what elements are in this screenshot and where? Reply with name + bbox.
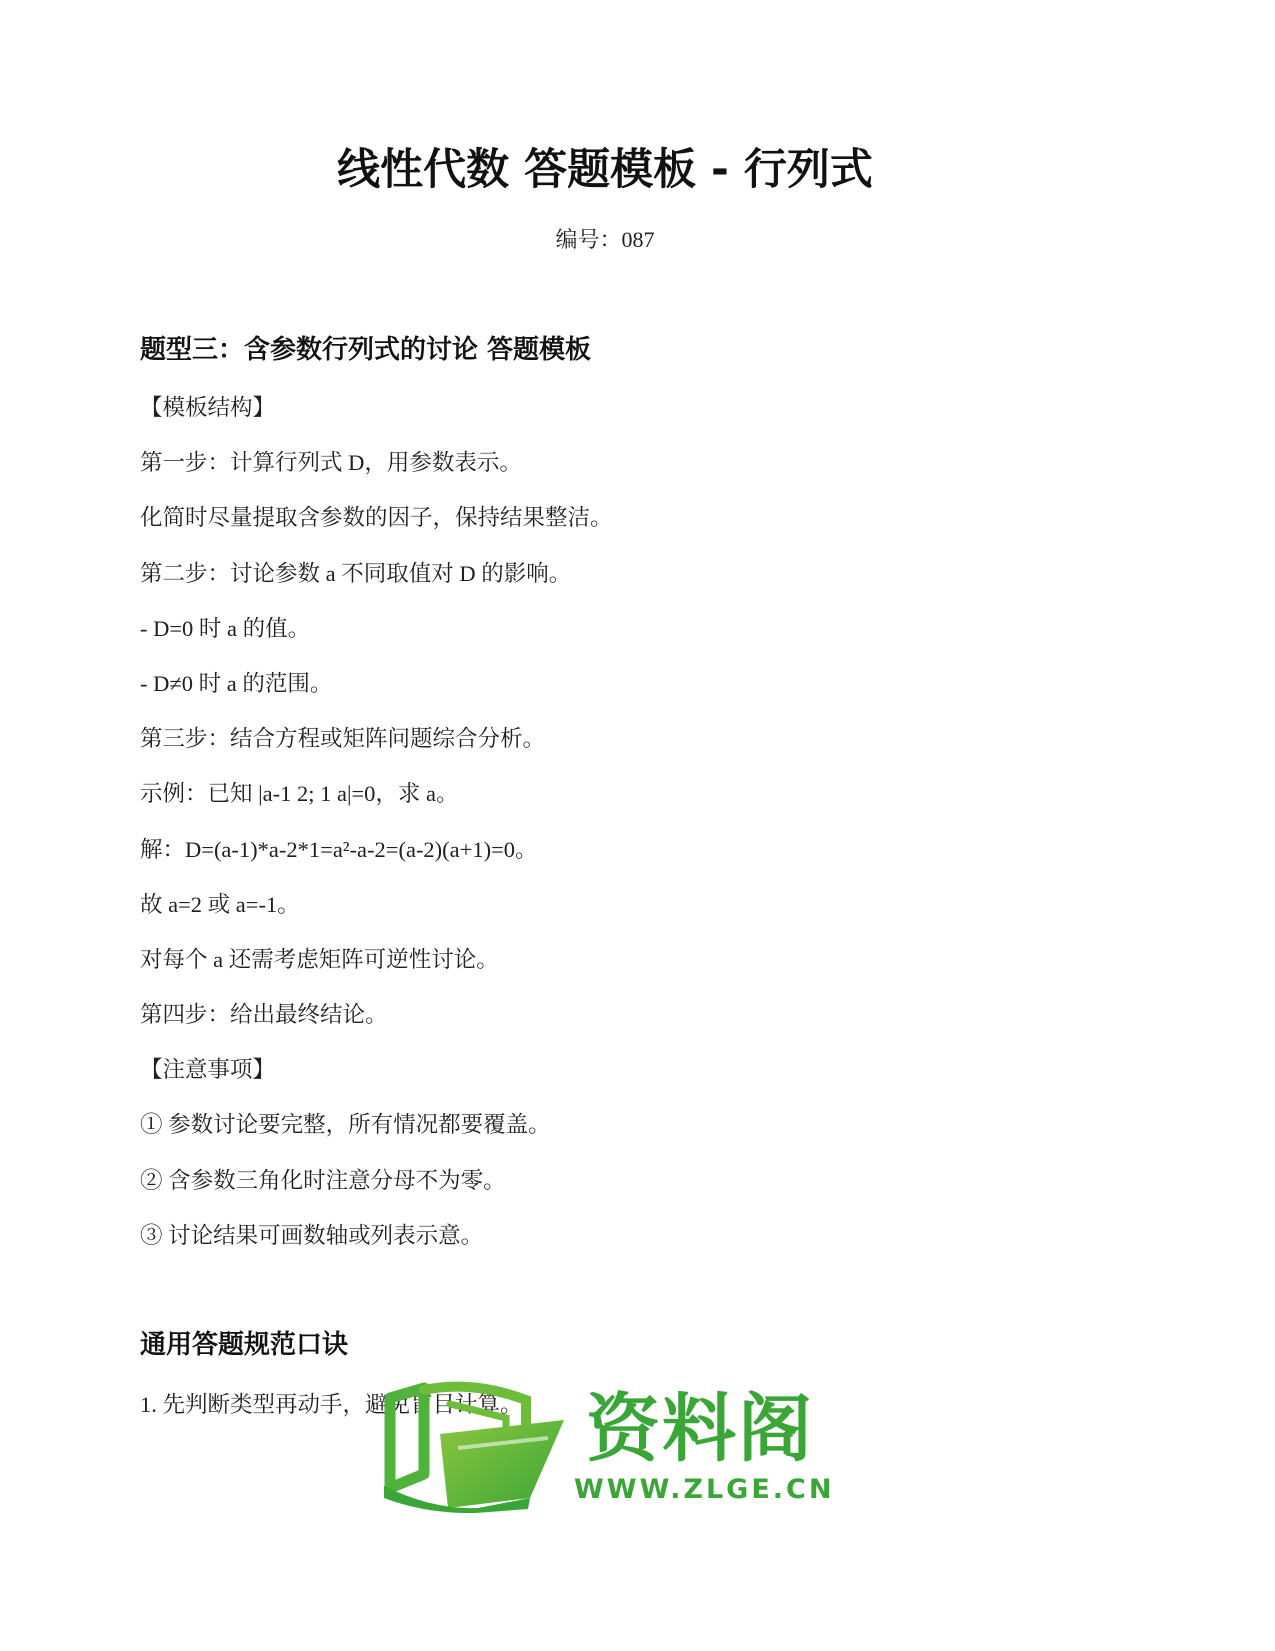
step-two-case-zero: - D=0 时 a 的值。 bbox=[140, 615, 311, 641]
section-body-template bbox=[140, 380, 1140, 1263]
note-item-1: ① 参数讨论要完整，所有情况都要覆盖。 bbox=[140, 1112, 551, 1138]
watermark-url: WWW.ZLGE.CN bbox=[574, 1474, 835, 1505]
bracket-label-structure: 【模板结构】 bbox=[140, 395, 276, 420]
step-four: 第四步：给出最终结论。 bbox=[140, 1002, 388, 1028]
example-result: 故 a=2 或 a=-1。 bbox=[140, 891, 300, 917]
document-title: 线性代数 答题模板 - 行列式 bbox=[337, 145, 873, 195]
section-heading-mnemonic: 通用答题规范口诀 bbox=[140, 1330, 349, 1360]
document-serial-number: 编号：087 bbox=[555, 227, 655, 252]
step-two: 第二步：讨论参数 a 不同取值对 D 的影响。 bbox=[140, 560, 572, 586]
bracket-label-notes: 【注意事项】 bbox=[140, 1057, 276, 1083]
note-item-2: ② 含参数三角化时注意分母不为零。 bbox=[140, 1167, 506, 1193]
section-heading-template: 题型三：含参数行列式的讨论 答题模板 bbox=[140, 335, 592, 365]
example-question: 示例：已知 |a-1 2; 1 a|=0，求 a。 bbox=[140, 781, 459, 807]
step-two-case-nonzero: - D≠0 时 a 的范围。 bbox=[140, 670, 333, 696]
mnemonic-item-1: 1. 先判断类型再动手，避免盲目计算。 bbox=[140, 1392, 523, 1417]
example-solution: 解：D=(a-1)*a-2*1=a²-a-2=(a-2)(a+1)=0。 bbox=[140, 836, 538, 862]
example-note: 对每个 a 还需考虑矩阵可逆性讨论。 bbox=[140, 946, 499, 972]
step-one: 第一步：计算行列式 D，用参数表示。 bbox=[140, 450, 522, 476]
step-one-note: 化简时尽量提取含参数的因子，保持结果整洁。 bbox=[140, 505, 613, 531]
note-item-3: ③ 讨论结果可画数轴或列表示意。 bbox=[140, 1222, 484, 1248]
step-three: 第三步：结合方程或矩阵问题综合分析。 bbox=[140, 726, 546, 752]
watermark-brand: 资料阁 bbox=[586, 1386, 814, 1472]
open-book-folder-icon bbox=[378, 1378, 568, 1513]
